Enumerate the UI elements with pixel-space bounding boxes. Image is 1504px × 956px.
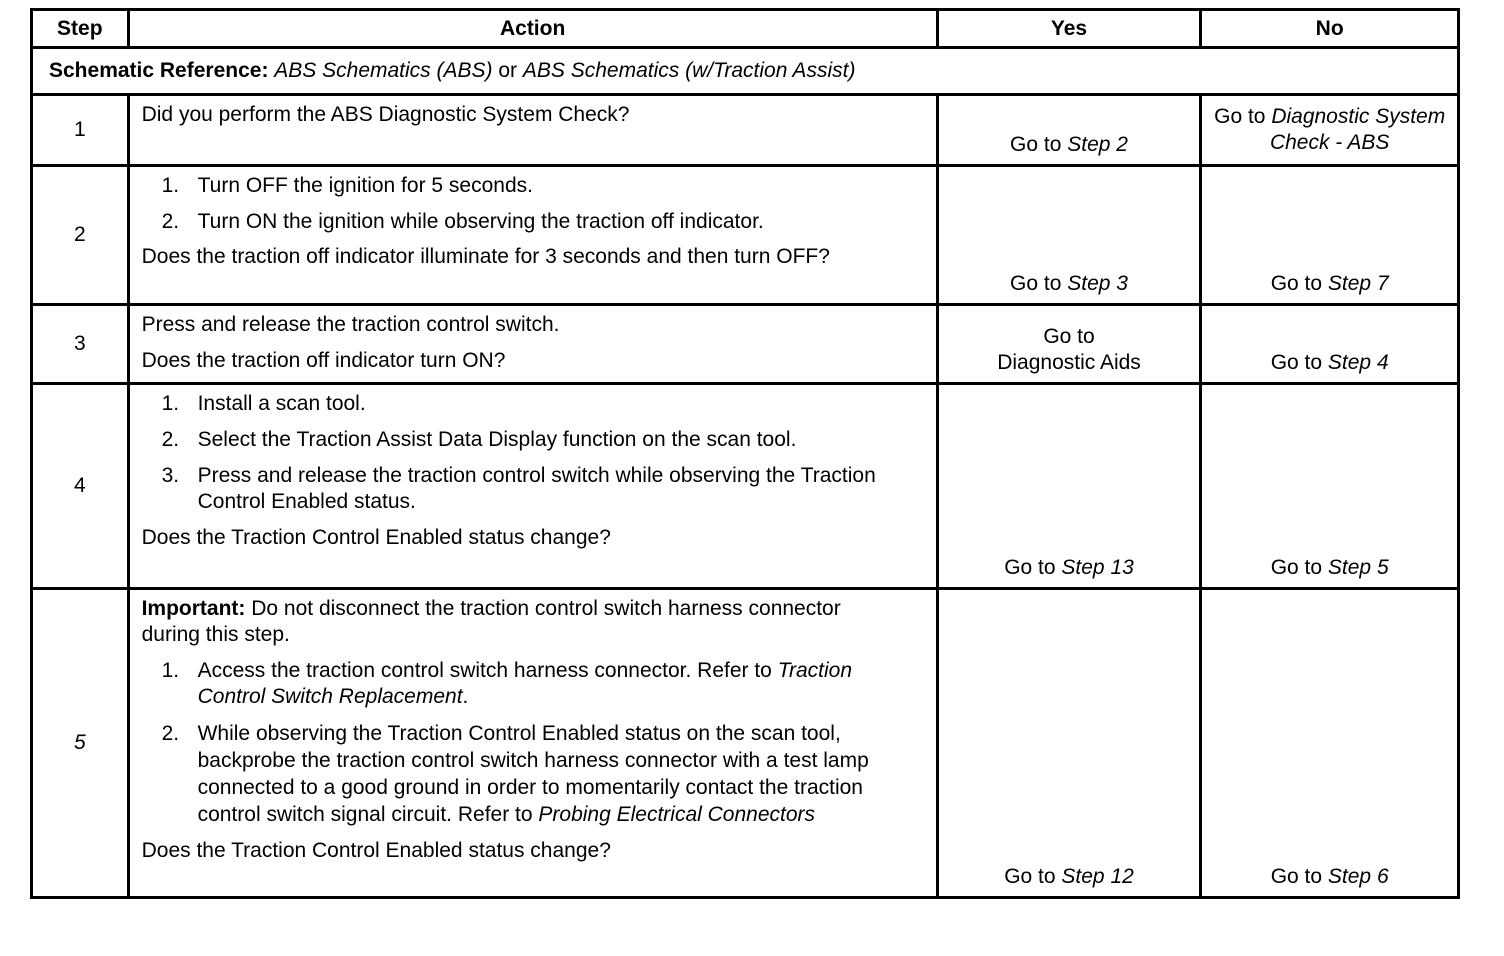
- no-prefix: Go to: [1214, 105, 1272, 128]
- no-link[interactable]: Diagnostic System Check - ABS: [1269, 105, 1446, 154]
- item-text: Turn OFF the ignition for 5 seconds.: [197, 174, 533, 197]
- item-text: While observing the Traction Control Enabled status on the scan tool, backprobe the traction control switch harness connector with a test lamp connected to a good ground in order to momentarily contact the traction control switch signal circuit. Refer to: [197, 722, 869, 826]
- schematic-label: Schematic Reference:: [49, 59, 269, 82]
- no-prefix: Go to: [1270, 556, 1328, 579]
- no-link[interactable]: Step 4: [1327, 351, 1389, 374]
- action-list-item: [142, 720, 924, 828]
- action-instruction: Press and release the traction control switch.: [141, 313, 560, 336]
- action-list: [142, 658, 924, 828]
- no-cell: [1201, 166, 1459, 305]
- no-prefix: Go to: [1270, 865, 1328, 888]
- action-cell: [128, 589, 937, 898]
- yes-link[interactable]: Step 13: [1061, 556, 1134, 579]
- header-step: Step: [32, 10, 129, 48]
- action-question: Does the traction off indicator illuminate for 3 seconds and then turn OFF?: [141, 245, 830, 268]
- item-text: Press and release the traction control switch while observing the Traction Control Enabled status.: [197, 464, 876, 513]
- action-list: [142, 173, 924, 235]
- yes-cell: [937, 384, 1201, 589]
- yes-link[interactable]: Step 2: [1067, 133, 1128, 156]
- action-cell: [128, 305, 937, 384]
- no-link[interactable]: Step 5: [1327, 556, 1389, 579]
- yes-link[interactable]: Step 12: [1061, 865, 1134, 888]
- item-link[interactable]: Probing Electrical Connectors: [538, 803, 816, 826]
- step-number: 4: [32, 384, 129, 589]
- schematic-reference: [32, 48, 1459, 95]
- yes-line-1: Go to: [1043, 325, 1095, 348]
- item-link[interactable]: Traction Control Switch Replacement: [197, 659, 853, 708]
- item-text: Select the Traction Assist Data Display function on the scan tool.: [197, 428, 797, 451]
- action-list-item: [142, 658, 924, 710]
- action-list-item: [142, 209, 924, 235]
- action-list: [142, 391, 924, 515]
- diagnostic-table: [30, 8, 1460, 899]
- item-number: 3.: [161, 464, 180, 487]
- table-row-step-3: [32, 305, 1459, 384]
- yes-cell: [937, 305, 1201, 384]
- step-number: 1: [32, 95, 129, 166]
- important-text: Do not disconnect the traction control switch harness connector during this step.: [141, 597, 841, 646]
- header-action: Action: [128, 10, 937, 48]
- yes-link[interactable]: Diagnostic Aids: [997, 351, 1141, 374]
- yes-prefix: Go to: [1004, 865, 1062, 888]
- yes-cell: [937, 95, 1201, 166]
- action-question: Did you perform the ABS Diagnostic System Check?: [141, 103, 630, 126]
- important-note: [142, 596, 924, 648]
- item-text-after: .: [462, 685, 469, 708]
- no-cell: [1201, 305, 1459, 384]
- action-question: Does the Traction Control Enabled status change?: [141, 839, 611, 862]
- item-text: Install a scan tool.: [197, 392, 366, 415]
- no-cell: [1201, 95, 1459, 166]
- action-cell: [128, 166, 937, 305]
- no-link[interactable]: Step 7: [1327, 272, 1389, 295]
- step-number: 5: [32, 589, 129, 898]
- action-question: Does the Traction Control Enabled status change?: [141, 526, 611, 549]
- item-text: Access the traction control switch harness connector. Refer to: [197, 659, 778, 682]
- table-row-step-2: [32, 166, 1459, 305]
- table-row-step-4: [32, 384, 1459, 589]
- step-number: 2: [32, 166, 129, 305]
- schematic-row: [32, 48, 1459, 95]
- action-list-item: [142, 391, 924, 417]
- yes-link[interactable]: Step 3: [1067, 272, 1128, 295]
- item-number: 1.: [161, 659, 180, 682]
- important-label: Important:: [141, 597, 246, 620]
- item-number: 2.: [161, 722, 180, 745]
- item-number: 2.: [161, 210, 180, 233]
- action-cell: [128, 384, 937, 589]
- schematic-link-abs[interactable]: ABS Schematics (ABS): [274, 59, 493, 82]
- action-list-item: [142, 427, 924, 453]
- header-row: [32, 10, 1459, 48]
- item-number: 1.: [161, 392, 180, 415]
- header-yes: Yes: [937, 10, 1201, 48]
- item-number: 2.: [161, 428, 180, 451]
- no-link[interactable]: Step 6: [1327, 865, 1389, 888]
- no-cell: [1201, 589, 1459, 898]
- header-no: No: [1201, 10, 1459, 48]
- yes-prefix: Go to: [1010, 133, 1068, 156]
- yes-prefix: Go to: [1010, 272, 1068, 295]
- item-number: 1.: [161, 174, 180, 197]
- action-list-item: [142, 463, 924, 515]
- schematic-link-traction[interactable]: ABS Schematics (w/Traction Assist): [522, 59, 856, 82]
- item-text: Turn ON the ignition while observing the traction off indicator.: [197, 210, 764, 233]
- table-row-step-1: [32, 95, 1459, 166]
- no-prefix: Go to: [1270, 272, 1328, 295]
- action-cell: [128, 95, 937, 166]
- no-prefix: Go to: [1270, 351, 1328, 374]
- yes-cell: [937, 166, 1201, 305]
- schematic-or: or: [492, 59, 523, 82]
- step-number: 3: [32, 305, 129, 384]
- yes-prefix: Go to: [1004, 556, 1062, 579]
- table-row-step-5: [32, 589, 1459, 898]
- action-question: Does the traction off indicator turn ON?: [141, 349, 506, 372]
- action-list-item: [142, 173, 924, 199]
- no-cell: [1201, 384, 1459, 589]
- yes-cell: [937, 589, 1201, 898]
